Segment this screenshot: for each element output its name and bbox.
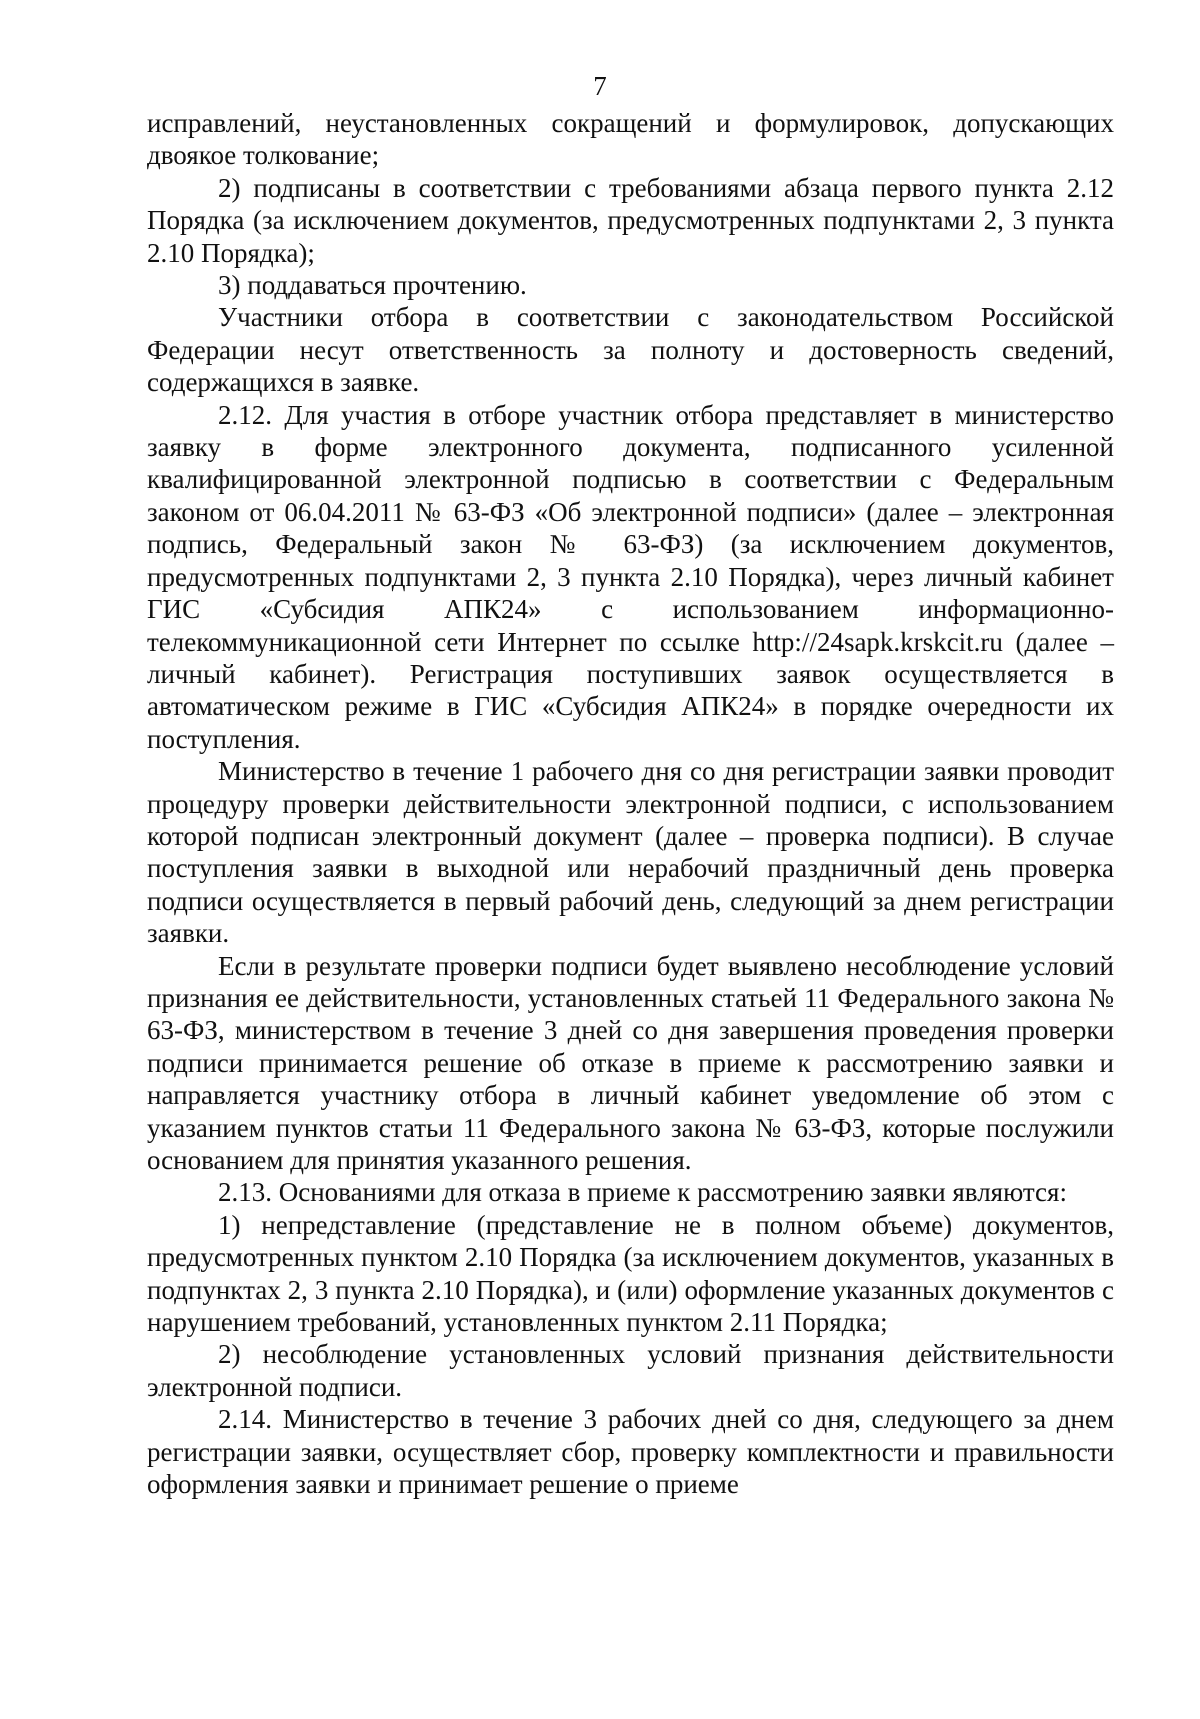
paragraph-section-2-13: 2.13. Основаниями для отказа в приеме к рассмотрению заявки являются: <box>218 1177 1067 1208</box>
paragraph-continuation: исправлений, неустановленных сокращений и формулировок, допускающих двоякое толкование; <box>147 108 1114 171</box>
paragraph-section-2-14: 2.14. Министерство в течение 3 рабочих дней со дня, следующего за днем регистрации заявки, осуществляет сбор, проверку комплектности и правильности оформления заявки и принимает решение о приеме <box>147 1404 1114 1500</box>
document-body <box>147 107 1114 1500</box>
paragraph-reason-1: 1) непредставление (представление не в полном объеме) документов, предусмотренных пунктом 2.10 Порядка (за исключением документов, указанных в подпунктах 2, 3 пункта 2.10 Порядка), и (или) оформление указанных документов с нарушением требований, установленных пунктом 2.11 Порядка; <box>147 1209 1114 1338</box>
paragraph-section-2-12: 2.12. Для участия в отборе участник отбора представляет в министерство заявку в форме электронного документа, подписанного усиленной квалифицированной электронной подписью в соответствии с Федеральным законом от 06.04.2011 № 63-ФЗ «Об электронной подписи» (далее – электронная подпись, Федеральный закон № 63-ФЗ) (за исключением документов, предусмотренных подпунктами 2, 3 пункта 2.10 Порядка), через личный кабинет ГИС «Субсидия АПК24» с использованием информационно-телекоммуникационной сети Интернет по ссылке http://24sapk.krskcit.ru (далее – личный кабинет). Регистрация поступивших заявок осуществляется в автоматическом режиме в ГИС «Субсидия АПК24» в порядке очередности их поступления. <box>147 399 1114 754</box>
paragraph-reason-2: 2) несоблюдение установленных условий признания действительности электронной подписи. <box>147 1339 1114 1402</box>
paragraph-participants-responsibility: Участники отбора в соответствии с законодательством Российской Федерации несут ответственность за полноту и достоверность сведений, содержащихся в заявке. <box>147 302 1114 398</box>
paragraph-signature-check: Министерство в течение 1 рабочего дня со дня регистрации заявки проводит процедуру проверки действительности электронной подписи, с использованием которой подписан электронный документ (далее – проверка подписи). В случае поступления заявки в выходной или нерабочий праздничный день проверка подписи осуществляется в первый рабочий день, следующий за днем регистрации заявки. <box>147 756 1114 949</box>
paragraph-signature-failure: Если в результате проверки подписи будет выявлено несоблюдение условий признания ее действительности, установленных статьей 11 Федерального закона № 63-ФЗ, министерством в течение 3 дней со дня завершения проведения проверки подписи принимается решение об отказе в приеме к рассмотрению заявки и направляется участнику отбора в личный кабинет уведомление об этом с указанием пунктов статьи 11 Федерального закона № 63-ФЗ, которые послужили основанием для принятия указанного решения. <box>147 950 1114 1175</box>
page-number: 7 <box>593 71 607 101</box>
paragraph-item-3: 3) поддаваться прочтению. <box>218 270 527 301</box>
paragraph-item-2: 2) подписаны в соответствии с требованиями абзаца первого пункта 2.12 Порядка (за исключением документов, предусмотренных подпунктами 2, 3 пункта 2.10 Порядка); <box>147 172 1114 268</box>
